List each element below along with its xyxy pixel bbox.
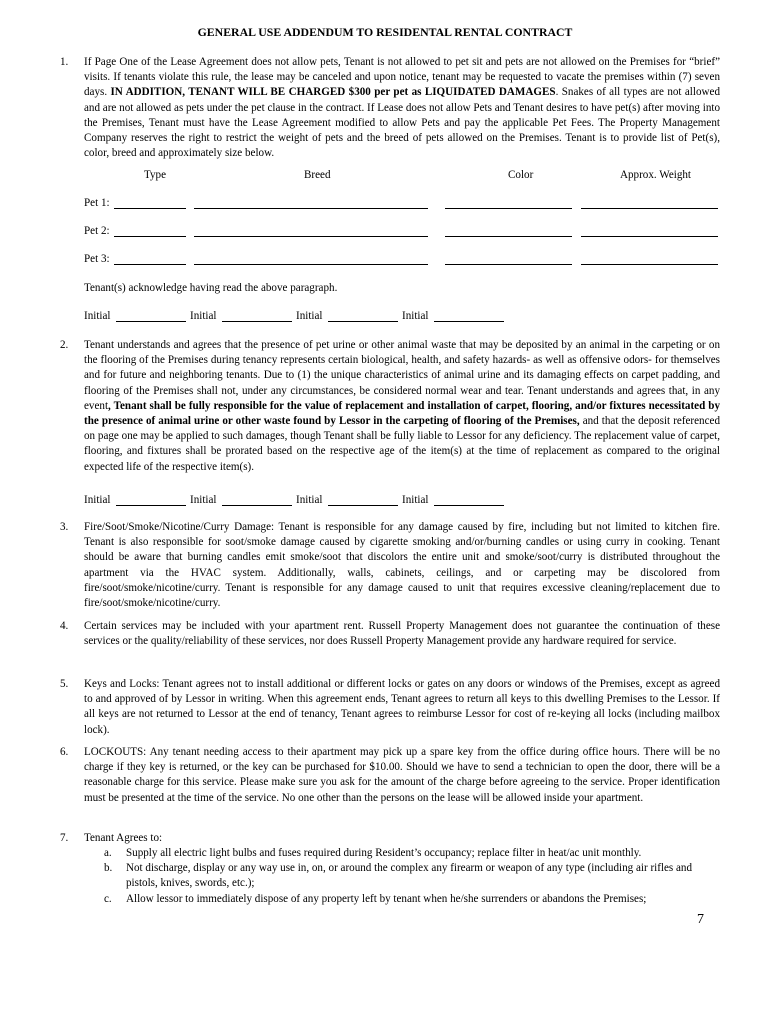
initial-field[interactable] (328, 493, 398, 506)
clause-1 (60, 55, 720, 161)
initial-field[interactable] (116, 309, 186, 322)
pet-type-field[interactable] (114, 252, 186, 265)
clause-number: 1. (60, 56, 69, 68)
pet-weight-field[interactable] (581, 224, 718, 237)
clause-text-bold: IN ADDITION, TENANT WILL BE CHARGED $300 per pet as LIQUIDATED DAMAGES (110, 86, 556, 99)
pet-header-color: Color (508, 169, 534, 181)
initial-field[interactable] (222, 493, 292, 506)
clause-text: Fire/Soot/Smoke/Nicotine/Curry Damage: Tenant is responsible for any damage caused by fire, including but not limited to kitchen fire. Tenant is also responsible for soot/smoke damage caused by cigarette smoking and/or/burning candles or using curry in cooking. Tenant should be aware that burning candles emit smoke/soot that discolors the entire unit and smoke/soot/curry is distributed throughout the apartment via the HVAC system. Additionally, walls, cabinets, ceilings, and or carpeting may be discolored from fire/soot/smoke/nicotine/curry. Tenant is responsible for any damage caused to unit that requires excessive cleaning/replacement due to fire/soot/smoke/nicotine/curry. (84, 521, 720, 610)
pet-color-field[interactable] (445, 196, 572, 209)
subclause-label: a. (104, 847, 112, 859)
initial-field[interactable] (222, 309, 292, 322)
pet-breed-field[interactable] (194, 196, 428, 209)
subclause-text: Not discharge, display or any way use in, on, or around the complex any firearm or weapon of any type (including air rifles and pistols, knives, swords, etc.); (126, 862, 693, 890)
clause-text: Certain services may be included with your apartment rent. Russell Property Management does not guarantee the continuation of these services or the quality/reliability of these services, nor does Russell Property Management provide any hardware required for service. (84, 620, 720, 648)
initial-label: Initial (190, 310, 217, 322)
clause-3 (60, 520, 720, 611)
clause-5 (60, 677, 720, 738)
pet-header-breed: Breed (304, 169, 331, 181)
clause-7 (60, 831, 720, 846)
clause-2 (60, 338, 720, 475)
clause-6 (60, 745, 720, 806)
initial-field[interactable] (328, 309, 398, 322)
clause-number: 7. (60, 832, 69, 844)
pet-breed-field[interactable] (194, 224, 428, 237)
pet-breed-field[interactable] (194, 252, 428, 265)
subclause-c (104, 892, 720, 907)
page-number: 7 (697, 912, 704, 927)
clause-number: 4. (60, 620, 69, 632)
initial-label: Initial (296, 310, 323, 322)
initial-label: Initial (402, 494, 429, 506)
pet-type-field[interactable] (114, 224, 186, 237)
clause-text: LOCKOUTS: Any tenant needing access to their apartment may pick up a spare key from the office during office hours. There will be no charge if they key is returned, or the key can be purchased for $10.00. Should we have to send a technician to open the door, there will be a reasonable charge for this service. Please make sure you ask for the amount of the charge before agreeing to the service. Proper identification must be presented at the time of the service. No one other than the persons on the lease will be allowed inside your apartment. (84, 746, 720, 804)
clause-text-part: . Snakes of all types are not allowed and are not allowed as pets under the pet clause in the contract. If Lease does not allow Pets and Tenant desires to have pet(s) after moving into the Premises, Tenant must have the Lease Agreement modified to allow Pets and pay the applicable Pet Fees. The Property Management Company reserves the right to restrict the weight of pets and the breed of pets allowed on the Premises. Tenant is to provide list of Pet(s), color, breed and approximately size below. (84, 86, 721, 160)
acknowledge-text: Tenant(s) acknowledge having read the above paragraph. (84, 282, 338, 294)
clause-text-part: Tenant understands and agrees that the presence of pet urine or other animal waste that may be deposited by an animal in the carpeting or on the flooring of the Premises during tenancy represents certain biological, health, and safety hazards- as well as offensive odors- for themselves and for future and neighboring tenants. Due to (1) the unique characteristics of animal urine and its damaging effects on carpet padding, and flooring of the Premises shall not, under any circumstances, be considered normal wear and tear. Tenant understands and agrees that, in any event (84, 339, 720, 412)
subclause-text: Allow lessor to immediately dispose of any property left by tenant when he/she surrenders or abandons the Premises; (126, 893, 647, 905)
clause-number: 3. (60, 521, 69, 533)
clause-number: 6. (60, 746, 69, 758)
pet-row-label: Pet 3: (84, 253, 110, 265)
pet-color-field[interactable] (445, 252, 572, 265)
initial-label: Initial (84, 494, 111, 506)
pet-row-label: Pet 1: (84, 197, 110, 209)
subclause-text: Supply all electric light bulbs and fuses required during Resident’s occupancy; replace filter in heat/ac unit monthly. (126, 847, 642, 859)
pet-weight-field[interactable] (581, 196, 718, 209)
pet-color-field[interactable] (445, 224, 572, 237)
clause-intro: Tenant Agrees to: (84, 832, 163, 844)
pet-header-type: Type (144, 169, 167, 181)
initial-field[interactable] (116, 493, 186, 506)
initial-field[interactable] (434, 309, 504, 322)
subclause-b (104, 861, 720, 891)
initial-label: Initial (296, 494, 323, 506)
clause-text: Keys and Locks: Tenant agrees not to install additional or different locks or gates on any doors or windows of the Premises, except as agreed to and approved of by Lessor in writing. When this agreement ends, Tenant agrees to return all keys to this dwelling Premises to the Lessor. If all keys are not returned to Lessor at the end of tenancy, Tenant agrees to reimburse Lessor for cost of re-keying all locks (including mailbox lock). (84, 678, 720, 736)
pet-weight-field[interactable] (581, 252, 718, 265)
clause-number: 2. (60, 339, 69, 351)
initial-label: Initial (84, 310, 111, 322)
initial-label: Initial (190, 494, 217, 506)
document-title: GENERAL USE ADDENDUM TO RESIDENTAL RENTAL CONTRACT (197, 25, 573, 39)
initial-field[interactable] (434, 493, 504, 506)
pet-row-label: Pet 2: (84, 225, 110, 237)
initial-label: Initial (402, 310, 429, 322)
clause-text-part: If Page One of the Lease Agreement does not allow pets, Tenant is not allowed to pet sit and pets are not allowed on the Premises for “brief” visits. If tenants violate this rule, the lease may be canceled and upon notice, tenant may be requested to vacate the premises within (7) seven days. (84, 56, 720, 99)
clause-text (84, 338, 720, 475)
pet-header-weight: Approx. Weight (620, 169, 692, 181)
clause-text-bold: , Tenant shall be fully responsible for the value of replacement and installation of carpet, flooring, and/or fixtures necessitated by the presence of animal urine or other waste found by Lessor in the carpeting of flooring of the Premises, (84, 399, 720, 428)
subclause-label: c. (104, 893, 112, 905)
clause-text (84, 55, 720, 161)
clause-text-part: and that the deposit referenced on page one may be applied to such damages, though Tenant shall be fully liable to Lessor for any deficiency. The replacement value of carpet, flooring, and fixtures shall be prorated based on the respective age of the item(s) at the time of replacement as compared to the original expected life of the respective item(s). (84, 415, 720, 473)
clause-number: 5. (60, 678, 69, 690)
clause-4 (60, 619, 720, 649)
subclause-label: b. (104, 862, 113, 874)
subclause-a (104, 846, 720, 861)
pet-type-field[interactable] (114, 196, 186, 209)
